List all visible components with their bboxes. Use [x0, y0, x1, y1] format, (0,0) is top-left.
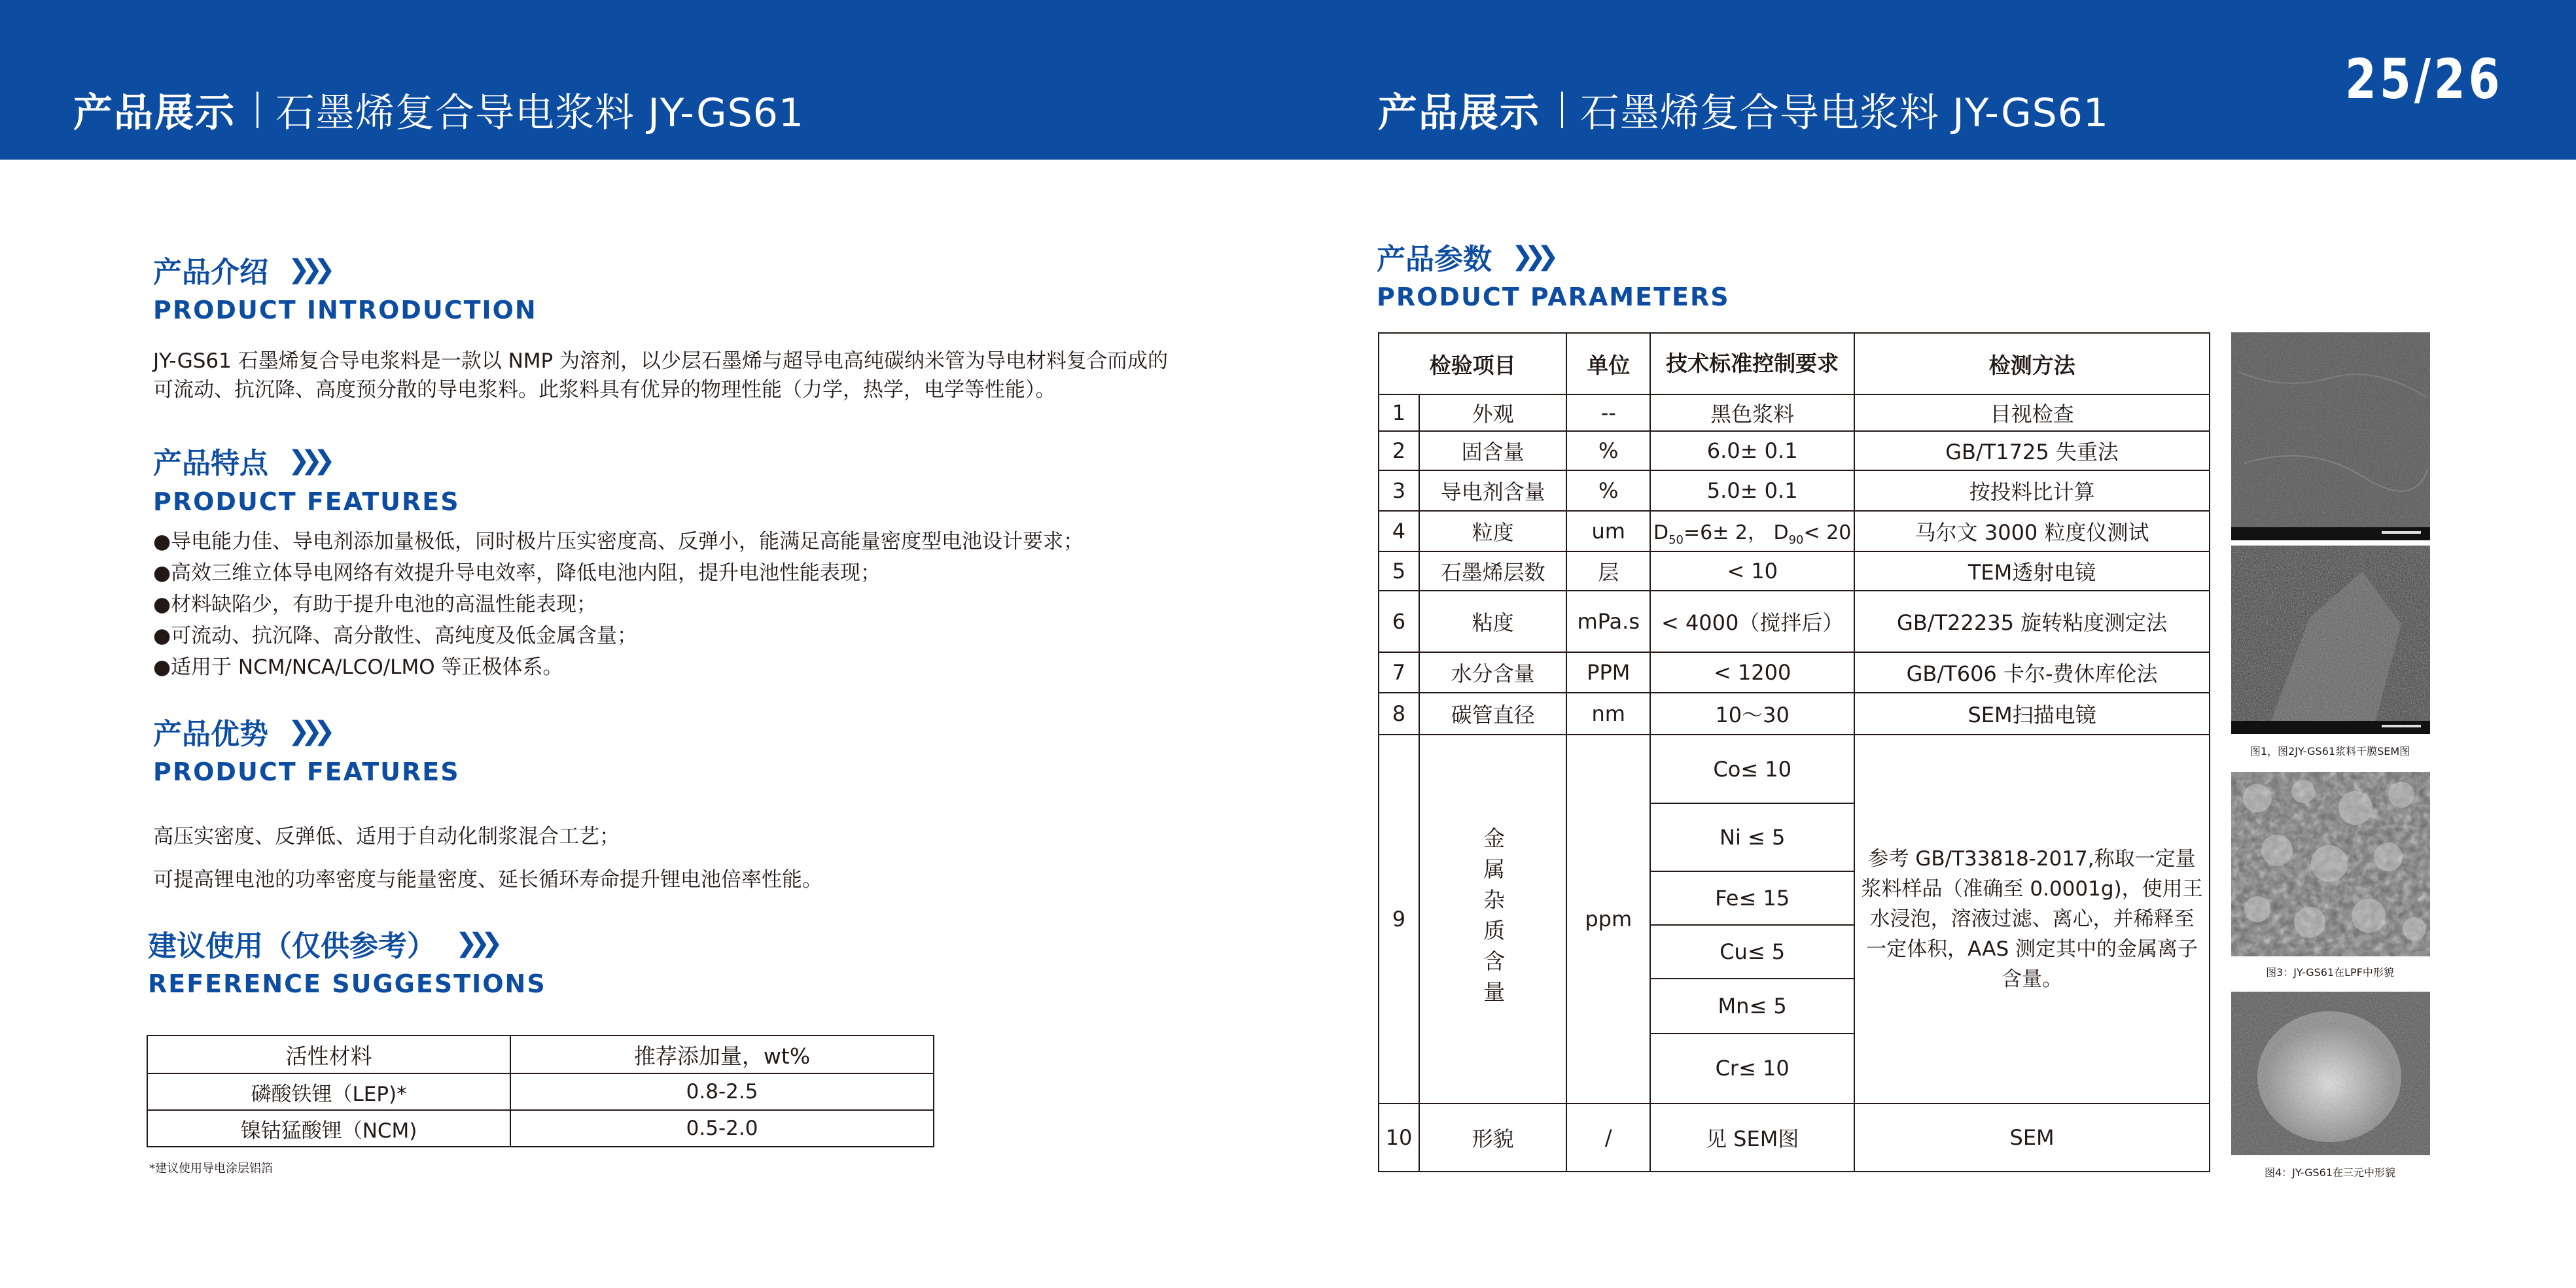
- parameters-title-en: PRODUCT PARAMETERS: [1377, 283, 1730, 311]
- row-number: 4: [1379, 511, 1419, 551]
- intro-title-cn: [153, 249, 326, 290]
- metal-limit: Mn≤ 5: [1651, 979, 1854, 1034]
- left-header-subtitle: 石墨烯复合导电浆料 JY-GS61: [275, 90, 805, 136]
- header-divider: [1561, 92, 1563, 128]
- caption-3: 图4：JY-GS61在三元中形貌: [2264, 1166, 2396, 1179]
- list-item: ●适用于 NCM/NCA/LCO/LMO 等正极体系。: [153, 655, 563, 679]
- row-number: 9: [1379, 735, 1419, 1104]
- standard: 5.0± 0.1: [1650, 470, 1854, 511]
- d50-value: =6± 2，: [1683, 521, 1767, 544]
- unit: --: [1566, 394, 1650, 431]
- inspection-item: 粘度: [1419, 591, 1566, 652]
- inspection-item: 水分含量: [1419, 652, 1566, 693]
- standard: < 4000（搅拌后）: [1650, 591, 1854, 652]
- header-divider: [256, 92, 258, 128]
- list-item: ●可流动、抗沉降、高分散性、高纯度及低金属含量；: [153, 624, 638, 648]
- table-header-cell: 技术标准控制要求: [1650, 333, 1854, 394]
- metal-limit-row: [1651, 925, 1854, 979]
- table-row: [1379, 431, 2210, 470]
- table-row: [147, 1110, 934, 1147]
- inspection-item: 石墨烯层数: [1419, 551, 1566, 591]
- row-number: 6: [1379, 591, 1419, 652]
- inspection-item: 固含量: [1419, 431, 1566, 470]
- left-header: [73, 77, 804, 143]
- row-number: 5: [1379, 551, 1419, 591]
- inspection-item: [1419, 735, 1566, 1104]
- test-method: GB/T22235 旋转粘度测定法: [1854, 591, 2210, 652]
- d90-value: < 20: [1803, 521, 1852, 544]
- inspection-item: 粒度: [1419, 511, 1566, 551]
- unit: %: [1566, 431, 1650, 470]
- d50-subscript: 50: [1668, 532, 1684, 547]
- metal-limits: [1651, 735, 1854, 1102]
- inspection-item: 导电剂含量: [1419, 470, 1566, 511]
- table-header-cell: 单位: [1566, 333, 1650, 394]
- metal-limit-row: [1651, 871, 1854, 925]
- table-header-cell: 推荐添加量，wt%: [510, 1036, 934, 1073]
- reference-note: *建议使用导电涂层铝箔: [149, 1162, 273, 1175]
- chevrons-icon: ❯❯❯: [288, 716, 326, 746]
- list-item: 高压实密度、反弹低、适用于自动化制浆混合工艺；: [153, 825, 620, 848]
- table-cell: 0.8-2.5: [510, 1073, 934, 1110]
- table-header-row: [1379, 333, 2210, 394]
- metal-limit: Cr≤ 10: [1715, 1055, 1790, 1081]
- row-number: 2: [1379, 431, 1419, 470]
- sem-image-3: [2231, 772, 2430, 956]
- metal-limit: Fe≤ 15: [1651, 871, 1854, 925]
- table-row: [1379, 470, 2210, 511]
- unit: PPM: [1566, 652, 1650, 693]
- table-header-cell: 检测方法: [1854, 333, 2210, 394]
- sem-image-1: [2231, 332, 2430, 540]
- table-row: [1379, 693, 2210, 735]
- inspection-item: 外观: [1419, 394, 1566, 431]
- row-number: 10: [1379, 1104, 1419, 1172]
- metal-limit-row: [1651, 979, 1854, 1034]
- right-header-subtitle: 石墨烯复合导电浆料 JY-GS61: [1580, 90, 2109, 136]
- row-number: 7: [1379, 652, 1419, 693]
- left-header-title: 产品展示: [73, 90, 236, 136]
- features-title-text: 产品特点: [153, 447, 268, 480]
- inspection-item: 形貌: [1419, 1104, 1566, 1172]
- test-method: [1854, 735, 2210, 1104]
- row-number: 1: [1379, 394, 1419, 431]
- metal-test-method: 参考 GB/T33818-2017,称取一定量浆料样品（准确至 0.0001g)，使用王水浸泡，溶液过滤、离心，并稀释至一定体积，AAS 测定其中的金属离子含量。: [1861, 847, 2203, 991]
- intro-title-en: PRODUCT INTRODUCTION: [153, 296, 537, 324]
- list-item: ●高效三维立体导电网络有效提升导电效率，降低电池内阻，提升电池性能表现；: [153, 561, 881, 585]
- table-cell: 0.5-2.0: [510, 1110, 934, 1147]
- test-method: 按投料比计算: [1854, 470, 2210, 511]
- standard: [1650, 735, 1854, 1104]
- inspection-item: 碳管直径: [1419, 693, 1566, 735]
- unit: ppm: [1566, 735, 1650, 1104]
- test-method: TEM透射电镜: [1854, 551, 2210, 591]
- d90-subscript: 90: [1788, 532, 1804, 547]
- table-header-row: [147, 1036, 934, 1073]
- d90-label: D: [1773, 521, 1789, 544]
- reference-title-cn: [148, 922, 494, 964]
- sem-image-4: [2231, 992, 2430, 1155]
- table-row: [1379, 591, 2210, 652]
- test-method: GB/T606 卡尔-费休库伦法: [1854, 652, 2210, 693]
- test-method: SEM: [1854, 1104, 2210, 1172]
- metal-limit: Ni ≤ 5: [1651, 803, 1854, 871]
- features-title-en: PRODUCT FEATURES: [153, 487, 460, 516]
- standard: 6.0± 0.1: [1650, 431, 1854, 470]
- table-cell: 磷酸铁锂（LEP)*: [147, 1073, 510, 1110]
- unit: um: [1566, 511, 1650, 551]
- chevrons-icon: ❯❯❯: [1511, 241, 1550, 271]
- list-item: ●导电能力佳、导电剂添加量极低，同时极片压实密度高、反弹小，能满足高能量密度型电池设计要求；: [153, 530, 1084, 553]
- table-cell: 镍钴猛酸锂（NCM): [147, 1110, 510, 1147]
- table-row: [1379, 394, 2210, 431]
- chevrons-icon: ❯❯❯: [288, 254, 326, 285]
- test-method: 马尔文 3000 粒度仪测试: [1854, 511, 2210, 551]
- metal-limit-row: [1651, 735, 1854, 803]
- advantages-list: [153, 815, 822, 901]
- caption-1: 图1，图2JY-GS61浆料干膜SEM图: [2250, 745, 2410, 757]
- test-method: SEM扫描电镜: [1854, 693, 2210, 735]
- advantages-title-en: PRODUCT FEATURES: [153, 757, 460, 786]
- metal-limit: Cu≤ 5: [1651, 925, 1854, 979]
- table-row: [1379, 652, 2210, 693]
- unit: /: [1566, 1104, 1650, 1172]
- standard: 见 SEM图: [1650, 1104, 1854, 1172]
- standard: 黑色浆料: [1650, 394, 1854, 431]
- intro-text: JY-GS61 石墨烯复合导电浆料是一款以 NMP 为溶剂，以少层石墨烯与超导电高纯碳纳米管为导电材料复合而成的可流动、抗沉降、高度预分散的导电浆料。此浆料具有优异的物理性能（力学，热学，电学等性能）。: [153, 349, 1169, 402]
- parameters-title-text: 产品参数: [1377, 243, 1492, 276]
- unit: mPa.s: [1566, 591, 1650, 652]
- table-row: [1379, 511, 2210, 551]
- standard: 10～30: [1650, 693, 1854, 735]
- row-number: 3: [1379, 470, 1419, 511]
- table-header-cell: 检验项目: [1379, 333, 1566, 394]
- table-row: [147, 1073, 934, 1110]
- unit: 层: [1566, 551, 1650, 591]
- parameters-title-cn: [1377, 235, 1550, 277]
- test-method: 目视检查: [1854, 394, 2210, 431]
- reference-title-text: 建议使用（仅供参考）: [148, 930, 436, 963]
- metal-limit-row: [1651, 1034, 1854, 1102]
- row-number: 8: [1379, 693, 1419, 735]
- standard: < 1200: [1650, 652, 1854, 693]
- features-list: [153, 526, 1084, 683]
- intro-title-text: 产品介绍: [153, 256, 268, 289]
- right-header-title: 产品展示: [1378, 90, 1540, 136]
- list-item: ●材料缺陷少，有助于提升电池的高温性能表现；: [153, 593, 597, 616]
- unit: nm: [1566, 693, 1650, 735]
- parameters-table: [1378, 332, 2210, 1172]
- list-item: 可提高锂电池的功率密度与能量密度、延长循环寿命提升锂电池倍率性能。: [153, 868, 822, 892]
- table-header-cell: 活性材料: [147, 1036, 510, 1073]
- advantages-title-cn: [153, 710, 326, 752]
- features-title-cn: [153, 440, 326, 481]
- page-number: 25/26: [2344, 47, 2503, 111]
- table-row: [1379, 735, 2210, 1104]
- metal-impurity-label: 金属杂质含量: [1480, 827, 1506, 1011]
- reference-table: [147, 1035, 934, 1147]
- d50-label: D: [1653, 521, 1669, 544]
- table-row: [1379, 551, 2210, 591]
- sem-image-2: [2231, 546, 2430, 734]
- standard: [1650, 511, 1854, 551]
- standard: < 10: [1650, 551, 1854, 591]
- metal-limit: Co≤ 10: [1651, 735, 1854, 803]
- advantages-title-text: 产品优势: [153, 718, 268, 751]
- table-row: [1379, 1104, 2210, 1172]
- chevrons-icon: ❯❯❯: [455, 928, 494, 958]
- test-method: GB/T1725 失重法: [1854, 431, 2210, 470]
- reference-title-en: REFERENCE SUGGESTIONS: [148, 969, 546, 998]
- metal-limit-row: [1651, 803, 1854, 871]
- caption-2: 图3：JY-GS61在LPF中形貌: [2266, 966, 2394, 979]
- chevrons-icon: ❯❯❯: [288, 445, 326, 476]
- right-header: [1378, 77, 2109, 143]
- unit: %: [1566, 470, 1650, 511]
